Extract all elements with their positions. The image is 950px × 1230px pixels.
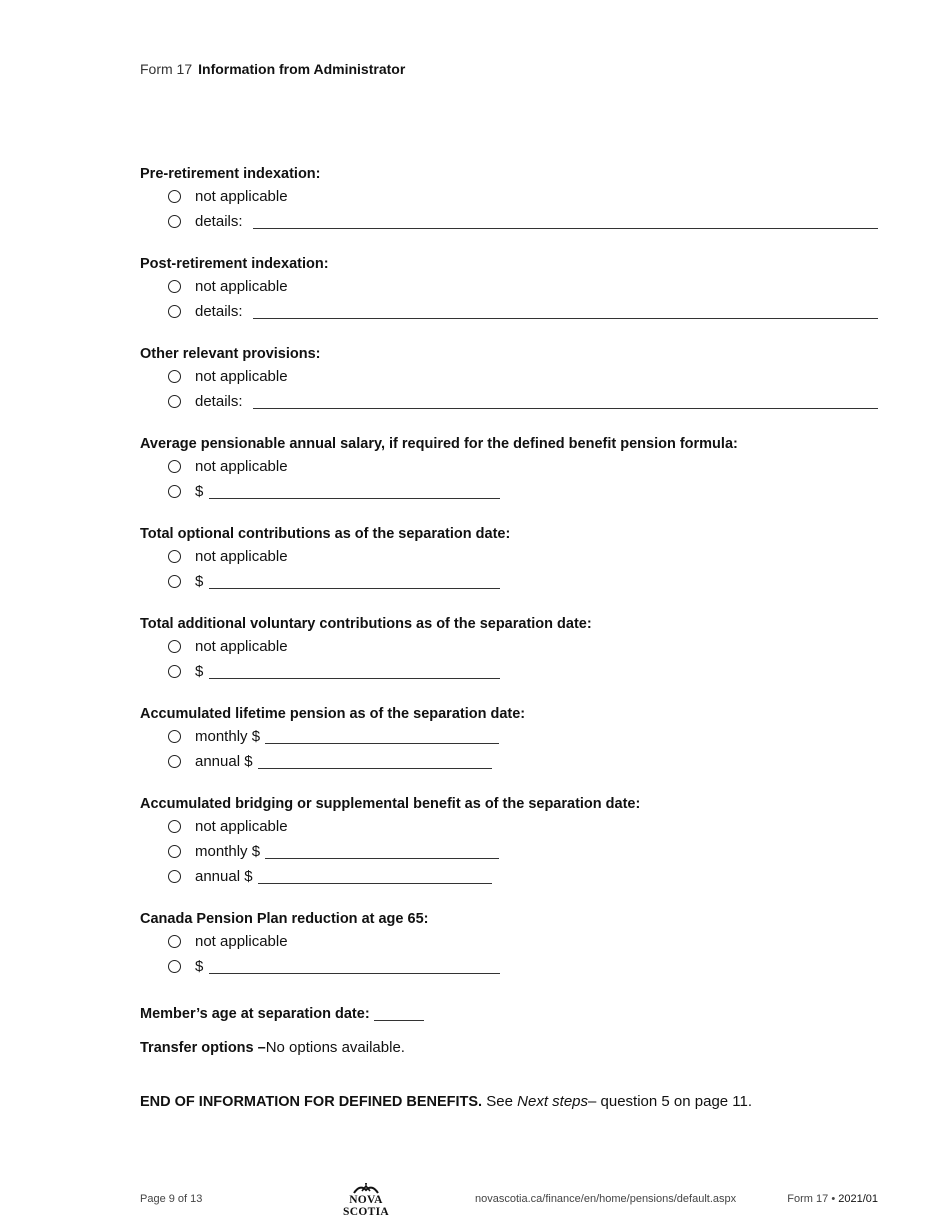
- radio-button[interactable]: [168, 640, 181, 653]
- transfer-options-row: [140, 1039, 405, 1056]
- nova-scotia-logo: [326, 1182, 406, 1218]
- amount-field[interactable]: [258, 869, 492, 884]
- option-row: [140, 299, 878, 324]
- radio-button[interactable]: [168, 755, 181, 768]
- radio-button[interactable]: [168, 820, 181, 833]
- transfer-options-label: Transfer options –: [140, 1040, 266, 1056]
- end-note: [140, 1093, 752, 1110]
- option-row: [140, 274, 878, 299]
- option-label: not applicable: [195, 933, 288, 950]
- member-age-label: Member’s age at separation date:: [140, 1006, 370, 1022]
- page-header: [140, 61, 405, 77]
- end-note-next-steps: Next steps: [517, 1093, 589, 1110]
- option-label: monthly $: [195, 843, 261, 860]
- option-row: [140, 724, 878, 749]
- radio-button[interactable]: [168, 870, 181, 883]
- section-title: Canada Pension Plan reduction at age 65:: [140, 911, 429, 927]
- form-number: Form 17: [140, 61, 193, 77]
- option-row: [140, 209, 878, 234]
- amount-field[interactable]: [209, 574, 500, 589]
- radio-button[interactable]: [168, 190, 181, 203]
- radio-button[interactable]: [168, 215, 181, 228]
- option-row: [140, 839, 878, 864]
- form-section: [140, 164, 878, 234]
- option-label: monthly $: [195, 728, 261, 745]
- section-title: Pre-retirement indexation:: [140, 166, 321, 182]
- option-label: not applicable: [195, 188, 288, 205]
- footer-url[interactable]: novascotia.ca/finance/en/home/pensions/default.aspx: [475, 1193, 737, 1205]
- amount-field[interactable]: [265, 729, 499, 744]
- option-row: [140, 454, 878, 479]
- form-section: [140, 704, 878, 774]
- option-label: not applicable: [195, 638, 288, 655]
- option-row: [140, 389, 878, 414]
- section-title: Accumulated lifetime pension as of the separation date:: [140, 706, 526, 722]
- option-label: $: [195, 663, 204, 680]
- radio-button[interactable]: [168, 575, 181, 588]
- option-row: [140, 569, 878, 594]
- radio-button[interactable]: [168, 395, 181, 408]
- radio-button[interactable]: [168, 280, 181, 293]
- radio-button[interactable]: [168, 960, 181, 973]
- form-section: [140, 254, 878, 324]
- page-footer: [0, 1190, 950, 1218]
- option-label: not applicable: [195, 368, 288, 385]
- option-label: annual $: [195, 753, 253, 770]
- member-age-row: [140, 1000, 424, 1022]
- end-note-bold: END OF INFORMATION FOR DEFINED BENEFITS.: [140, 1094, 483, 1110]
- option-label: not applicable: [195, 278, 288, 295]
- section-title: Post-retirement indexation:: [140, 256, 329, 272]
- section-title: Other relevant provisions:: [140, 346, 321, 362]
- option-label: $: [195, 958, 204, 975]
- amount-field[interactable]: [209, 959, 500, 974]
- end-note-rest: – question 5 on page 11.: [588, 1093, 753, 1110]
- option-label: details:: [195, 213, 243, 230]
- radio-button[interactable]: [168, 370, 181, 383]
- option-row: [140, 814, 878, 839]
- footer-version: 2021/01: [838, 1193, 878, 1205]
- form-section: [140, 794, 878, 889]
- section-title: Total optional contributions as of the separation date:: [140, 526, 511, 542]
- option-row: [140, 634, 878, 659]
- option-label: details:: [195, 393, 243, 410]
- radio-button[interactable]: [168, 665, 181, 678]
- amount-field[interactable]: [258, 754, 492, 769]
- footer-bullet: •: [831, 1193, 836, 1205]
- amount-field[interactable]: [209, 664, 500, 679]
- form-title: Information from Administrator: [198, 61, 406, 77]
- radio-button[interactable]: [168, 845, 181, 858]
- form-section: [140, 344, 878, 414]
- radio-button[interactable]: [168, 305, 181, 318]
- form-section: [140, 524, 878, 594]
- option-row: [140, 544, 878, 569]
- option-label: $: [195, 483, 204, 500]
- section-title: Accumulated bridging or supplemental benefit as of the separation date:: [140, 796, 641, 812]
- radio-button[interactable]: [168, 730, 181, 743]
- option-row: [140, 184, 878, 209]
- option-label: annual $: [195, 868, 253, 885]
- option-row: [140, 954, 878, 979]
- option-row: [140, 364, 878, 389]
- option-row: [140, 864, 878, 889]
- option-label: $: [195, 573, 204, 590]
- option-label: not applicable: [195, 548, 288, 565]
- amount-field[interactable]: [209, 484, 500, 499]
- option-row: [140, 929, 878, 954]
- form-section: [140, 614, 878, 684]
- section-title: Average pensionable annual salary, if required for the defined benefit pension formula:: [140, 436, 738, 452]
- section-title: Total additional voluntary contributions as of the separation date:: [140, 616, 592, 632]
- transfer-options-text: No options available.: [265, 1039, 405, 1056]
- page-number: Page 9 of 13: [140, 1193, 203, 1205]
- details-field[interactable]: [253, 214, 878, 229]
- option-label: not applicable: [195, 458, 288, 475]
- details-field[interactable]: [253, 304, 878, 319]
- radio-button[interactable]: [168, 935, 181, 948]
- option-row: [140, 479, 878, 504]
- radio-button[interactable]: [168, 485, 181, 498]
- form-section: [140, 909, 878, 979]
- end-note-see: See: [486, 1093, 513, 1110]
- option-label: details:: [195, 303, 243, 320]
- footer-form-number: Form 17: [787, 1193, 829, 1205]
- details-field[interactable]: [253, 394, 878, 409]
- amount-field[interactable]: [265, 844, 499, 859]
- option-label: not applicable: [195, 818, 288, 835]
- member-age-field[interactable]: [374, 1006, 424, 1021]
- logo-text: NOVA SCOTIA: [343, 1194, 389, 1218]
- option-row: [140, 749, 878, 774]
- radio-button[interactable]: [168, 460, 181, 473]
- footer-form-ref: [787, 1193, 878, 1205]
- form-section: [140, 434, 878, 504]
- radio-button[interactable]: [168, 550, 181, 563]
- option-row: [140, 659, 878, 684]
